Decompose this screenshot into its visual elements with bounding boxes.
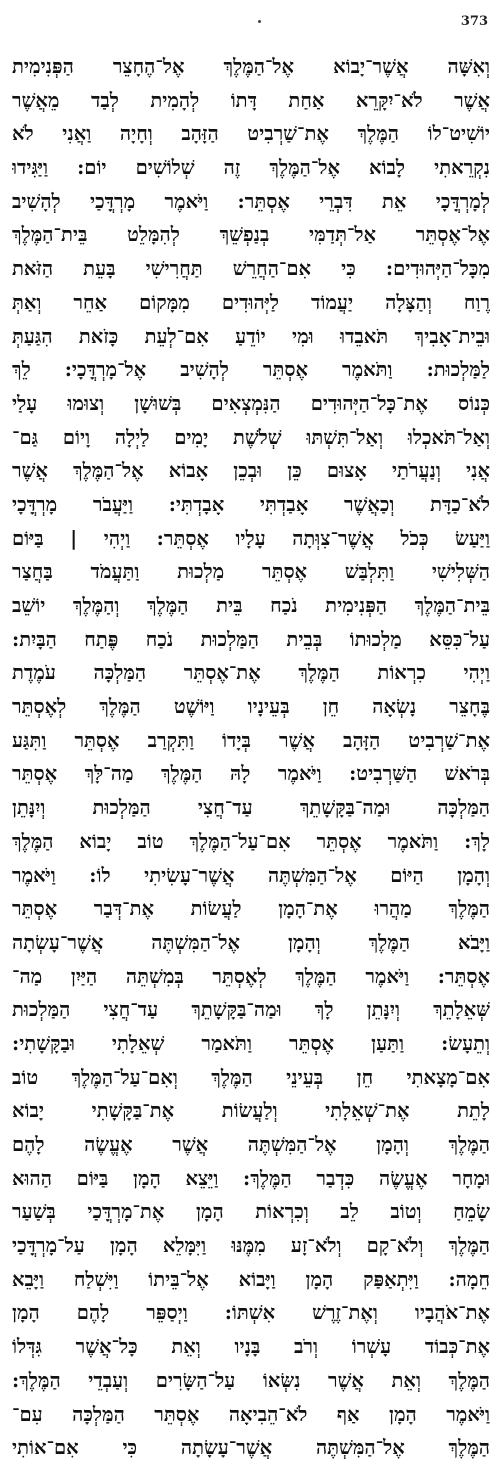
text-line: אִם־מָצָאתִי חֵן בְּעֵינֵי הַמֶּלֶךְ וְאִם־עַל־הַמֶּלֶךְ טוֹב (12, 1065, 490, 1089)
text-line: אֶסְתֵּר: וַיֹּאמֶר הַמֶּלֶךְ לְאֶסְתֵּר בְּמִשְׁתֵּה הַיַּיִן מַה־ (12, 964, 490, 988)
text-line: וַיָּבֹא הַמֶּלֶךְ וְהָמָן אֶל־הַמִּשְׁתֶּה אֲשֶׁר־עָשְׂתָה (12, 930, 490, 954)
page-mark-dot (258, 20, 261, 23)
text-line: אֲשֶׁר לֹא־יִקָּרֵא אַחַת דָּתוֹ לְהָמִית לְבַד מֵאֲשֶׁר (12, 88, 490, 112)
text-line: הַמֶּלֶךְ וְלֹא־קָם וְלֹא־זָע מִמֶּנּוּ וַיִּמָּלֵא הָמָן עַל־מָרְדֳּכַי (12, 1234, 490, 1258)
text-line: מִכָּל־הַיְּהוּדִים: כִּי אִם־הַחֲרֵשׁ תַּחֲרִישִׁי בָּעֵת הַזֹּאת (12, 257, 490, 281)
hebrew-text-body (12, 50, 490, 1465)
text-line: לָךְ: וַתֹּאמֶר אֶסְתֵּר אִם־עַל־הַמֶּלֶךְ טוֹב יָבוֹא הַמֶּלֶךְ (12, 829, 490, 853)
text-line: וְאַל־תֹּאכְלוּ וְאַל־תִּשְׁתּוּ שְׁלֹשֶׁת יָמִים לַיְלָה וָיוֹם גַּם־ (12, 425, 490, 449)
text-line: וּמָחָר אֶעֱשֶׂה כִּדְבַר הַמֶּלֶךְ: וַיֵּצֵא הָמָן בַּיּוֹם הַהוּא (12, 1166, 490, 1190)
text-line: הַמֶּלֶךְ מַהֲרוּ אֶת־הָמָן לַעֲשׂוֹת אֶת־דְּבַר אֶסְתֵּר (12, 897, 490, 921)
text-line: הַמֶּלֶךְ וְאֵת אֲשֶׁר נִשְּׂאוֹ עַל־הַשָּׂרִים וְעַבְדֵי הַמֶּלֶךְ: (12, 1368, 490, 1392)
text-line: וְאִשָּׁה אֲשֶׁר־יָבוֹא אֶל־הַמֶּלֶךְ אֶל־הֶחָצֵר הַפְּנִימִית (12, 55, 490, 78)
text-line: עַל־כִּסֵּא מַלְכוּתוֹ בְּבֵית הַמַּלְכוּת נֹכַח פֶּתַח הַבָּיִת: (12, 627, 490, 651)
text-line: וְתֵעָשׂ: וַתַּעַן אֶסְתֵּר וַתֹּאמַר שְׁאֵלָתִי וּבַקָּשָׁתִי: (12, 1031, 490, 1055)
text-line: וַיְהִי כִרְאוֹת הַמֶּלֶךְ אֶת־אֶסְתֵּר הַמַּלְכָּה עֹמֶדֶת (12, 661, 490, 685)
text-line: הַשְּׁלִישִׁי וַתִּלְבַּשׁ אֶסְתֵּר מַלְכוּת וַתַּעֲמֹד בַּחֲצַר (12, 560, 490, 584)
text-line: שָׂמֵחַ וְטוֹב לֵב וְכִרְאוֹת הָמָן אֶת־מָרְדֳּכַי בְּשַׁעַר (12, 1200, 490, 1224)
text-line: בֶּחָצֵר נָשְׂאָה חֵן בְּעֵינָיו וַיּוֹשֶׁט הַמֶּלֶךְ לְאֶסְתֵּר (12, 695, 490, 719)
text-line: אֶל־אֶסְתֵּר אַל־תְּדַמִּי בְנַפְשֵׁךְ לְהִמָּלֵט בֵּית־הַמֶּלֶךְ (12, 223, 490, 247)
text-line: אֶת־שַׁרְבִיט הַזָּהָב אֲשֶׁר בְּיָדוֹ וַתִּקְרַב אֶסְתֵּר וַתִּגַּע (12, 728, 490, 752)
text-line: לְמָרְדֳּכָי אֵת דִּבְרֵי אֶסְתֵּר: וַיֹּאמֶר מָרְדֳּכַי לְהָשִׁיב (12, 189, 490, 213)
text-line: הַמַּלְכָּה וּמַה־בַּקָּשָׁתֵךְ עַד־חֲצִי הַמַּלְכוּת וְיִנָּתֵן (12, 796, 490, 820)
text-line: שְּׁאֵלָתֵךְ וְיִנָּתֵן לָךְ וּמַה־בַּקָּשָׁתֵךְ עַד־חֲצִי הַמַּלְכוּת (12, 998, 490, 1022)
text-line: הַמֶּלֶךְ וְהָמָן אֶל־הַמִּשְׁתֶּה אֲשֶׁר אֶעֱשֶׂה לָהֶם (12, 1133, 490, 1156)
text-line: כְּנוֹס אֶת־כָּל־הַיְּהוּדִים הַנִּמְצְאִים בְּשׁוּשָׁן וְצוּמוּ עָלַי (12, 391, 490, 415)
text-line: לֹא־כַדָּת וְכַאֲשֶׁר אָבַדְתִּי אָבָדְתִּי: וַיַּעֲבֹר מָרְדֳּכָי (12, 492, 490, 516)
text-line: אֶת־כְּבוֹד עָשְׁרוֹ וְרֹב בָּנָיו וְאֵת כָּל־אֲשֶׁר גִּדְּלוֹ (12, 1335, 490, 1359)
text-line: וַיַּעַשׂ כְּכֹל אֲשֶׁר־צִוְּתָה עָלָיו אֶסְתֵּר: וַיְהִי | בַּיּוֹם (12, 526, 490, 550)
text-line: חֵמָה: וַיִּתְאַפַּק הָמָן וַיָּבוֹא אֶל־בֵּיתוֹ וַיִּשְׁלַח וַיָּבֵא (12, 1267, 490, 1291)
text-line: הַמֶּלֶךְ אֶל־הַמִּשְׁתֶּה אֲשֶׁר־עָשָׂתָה כִּי אִם־אוֹתִי (12, 1436, 490, 1460)
text-line: לָתֵת אֶת־שְׁאֵלָתִי וְלַעֲשׂוֹת אֶת־בַּקָּשָׁתִי יָבוֹא (12, 1099, 490, 1123)
text-line: נִקְרֵאתִי לָבוֹא אֶל־הַמֶּלֶךְ זֶה שְׁלוֹשִׁים יוֹם: וַיַּגִּידוּ (12, 156, 490, 180)
text-line: אֶת־אֹהֲבָיו וְאֶת־זֶרֶשׁ אִשְׁתּוֹ: וַיְסַפֵּר לָהֶם הָמָן (12, 1301, 490, 1325)
text-line: וַיֹּאמֶר הָמָן אַף לֹא־הֵבִיאָה אֶסְתֵּר הַמַּלְכָּה עִם־ (12, 1402, 490, 1426)
text-line: רֶוַח וְהַצָּלָה יַעֲמוֹד לַיְּהוּדִים מִמָּקוֹם אַחֵר וְאַתְּ (12, 290, 490, 314)
text-line: וּבֵית־אָבִיךְ תֹּאבֵדוּ וּמִי יוֹדֵעַ אִם־לְעֵת כָּזֹאת הִגַּעַתְּ (12, 324, 490, 348)
page-number: 373 (460, 14, 488, 29)
text-line: לַמַּלְכוּת: וַתֹּאמֶר אֶסְתֵּר לְהָשִׁיב אֶל־מָרְדֳּכָי: לֵךְ (12, 358, 490, 382)
text-line: בֵּית־הַמֶּלֶךְ הַפְּנִימִית נֹכַח בֵּית הַמֶּלֶךְ וְהַמֶּלֶךְ יוֹשֵׁב (12, 594, 490, 617)
text-line: בְּרֹאשׁ הַשַּׁרְבִיט: וַיֹּאמֶר לָהּ הַמֶּלֶךְ מַה־לָּךְ אֶסְתֵּר (12, 762, 490, 786)
text-line: וְהָמָן הַיּוֹם אֶל־הַמִּשְׁתֶּה אֲשֶׁר־עָשִׂיתִי לוֹ: וַיֹּאמֶר (12, 863, 490, 887)
text-line: אֲנִי וְנַעֲרֹתַי אָצוּם כֵּן וּבְכֵן אָבוֹא אֶל־הַמֶּלֶךְ אֲשֶׁר (12, 459, 490, 483)
text-line: יוֹשִׁיט־לוֹ הַמֶּלֶךְ אֶת־שַׁרְבִיט הַזָּהָב וְחָיָה וַאֲנִי לֹא (12, 122, 490, 146)
